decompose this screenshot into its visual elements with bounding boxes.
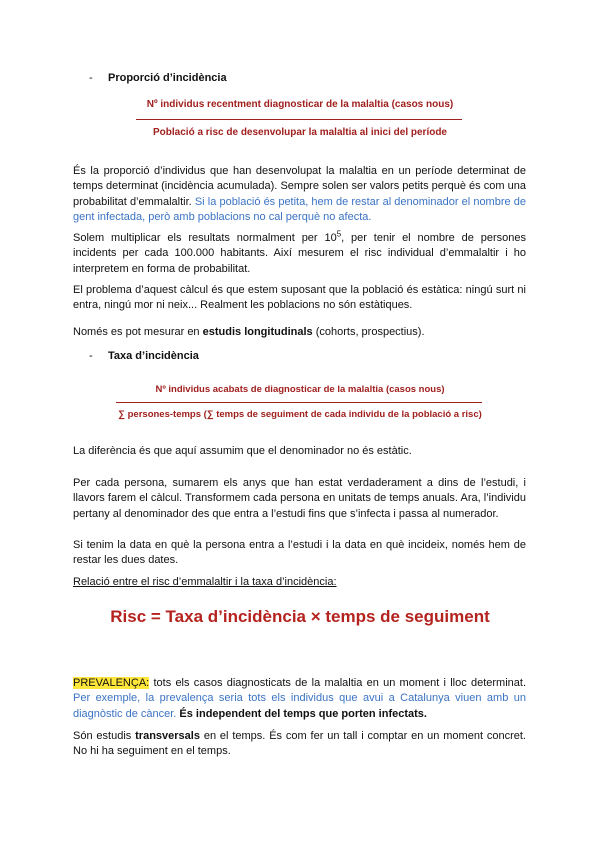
multiply-text-start: Solem multiplicar els resultats normalment per 10 bbox=[73, 232, 337, 244]
paragraph-multiply bbox=[73, 231, 526, 277]
formula2-denominator: ∑ persones-temps (∑ temps de seguiment de cada individu de la població a risc) bbox=[118, 409, 482, 420]
section-title-proporcio: Proporció d’incidència bbox=[108, 72, 227, 84]
prevalence-example: Per exemple, la prevalença seria tots els individus que avui a Catalunya viuen amb un diagnòstic de càncer. bbox=[73, 692, 526, 720]
transversal-bold: transversals bbox=[135, 730, 200, 742]
formula1-fraction-line bbox=[136, 119, 462, 120]
transversal-text-end: en el temps. És com fer un tall i comptar en un moment concret. No hi ha seguiment en el temps. bbox=[73, 730, 526, 758]
section-title-taxa: Taxa d’incidència bbox=[108, 350, 199, 362]
longitudinal-text-start: Només es pot mesurar en bbox=[73, 326, 200, 338]
paragraph-transversal bbox=[73, 729, 526, 760]
dates-text: Si tenim la data en què la persona entra a l’estudi i la data en què incideix, només hem de restar les dues dates. bbox=[73, 539, 526, 567]
transversal-text-start: Són estudis bbox=[73, 730, 132, 742]
definition-text: És la proporció d’individus que han desenvolupat la malaltia en un període determinat de temps determinat (incidència acumulada). Sempre solen ser valors petits perquè és com una probabilitat d’emmalaltir. bbox=[73, 165, 526, 208]
relation-heading: Relació entre el risc d’emmalaltir i la taxa d’incidència: bbox=[73, 576, 337, 588]
prevalence-label: PREVALENÇA: bbox=[73, 677, 150, 689]
paragraph-longitudinal bbox=[73, 325, 526, 340]
paragraph-definition bbox=[73, 164, 526, 226]
formula2-fraction-line bbox=[116, 402, 482, 403]
paragraph-prevalence bbox=[73, 676, 526, 722]
formula1-numerator: Nº individus recentment diagnosticar de la malaltia (casos nous) bbox=[146, 99, 454, 110]
paragraph-dates bbox=[73, 538, 526, 569]
bullet-marker: - bbox=[89, 350, 93, 362]
formula1-denominator: Població a risc de desenvolupar la malaltia al inici del període bbox=[153, 127, 447, 138]
difference-text: La diferència és que aquí assumim que el denominador no és estàtic. bbox=[73, 445, 412, 457]
problem-text: El problema d’aquest càlcul és que estem suposant que la població és estàtica: ningú surt ni entra, ningú mor ni neix... Realment les poblacions no són estàtiques. bbox=[73, 284, 526, 312]
paragraph-per-person bbox=[73, 476, 526, 522]
longitudinal-bold: estudis longitudinals bbox=[202, 326, 313, 338]
bullet-proporcio-incidencia bbox=[89, 72, 389, 88]
prevalence-definition: tots els casos diagnosticats de la malaltia en un moment i lloc determinat. bbox=[153, 677, 526, 689]
bullet-marker: - bbox=[89, 72, 93, 84]
paragraph-difference bbox=[73, 444, 526, 459]
formula2-numerator: Nº individus acabats de diagnosticar de la malaltia (casos nous) bbox=[155, 384, 445, 395]
exponent: 5 bbox=[336, 229, 342, 239]
bullet-taxa-incidencia bbox=[89, 350, 389, 366]
per-person-text: Per cada persona, sumarem els anys que han estat verdaderament a dins de l’estudi, i llavors farem el càlcul. Transformem cada persona en unitats de temps anuals. Ara, l’individu pertany al denominador des que entra a l’estudi fins que s’infecta i passa al numerador. bbox=[73, 477, 526, 520]
relation-formula: Risc = Taxa d’incidència × temps de seguiment bbox=[110, 607, 490, 626]
multiply-text-end: , per tenir el nombre de persones incidents per cada 100.000 habitants. Així mesurem el risc individual d’emmalaltir i ho interpretem en forma de probabilitat. bbox=[73, 232, 526, 275]
prevalence-bold: És independent del temps que porten infectats. bbox=[179, 707, 427, 720]
paragraph-problem bbox=[73, 283, 526, 314]
definition-note: Si la població és petita, hem de restar al denominador el nombre de gent infectada, però amb poblacions no cal perquè no afecta. bbox=[73, 195, 526, 224]
longitudinal-text-end: (cohorts, prospectius). bbox=[315, 326, 425, 338]
